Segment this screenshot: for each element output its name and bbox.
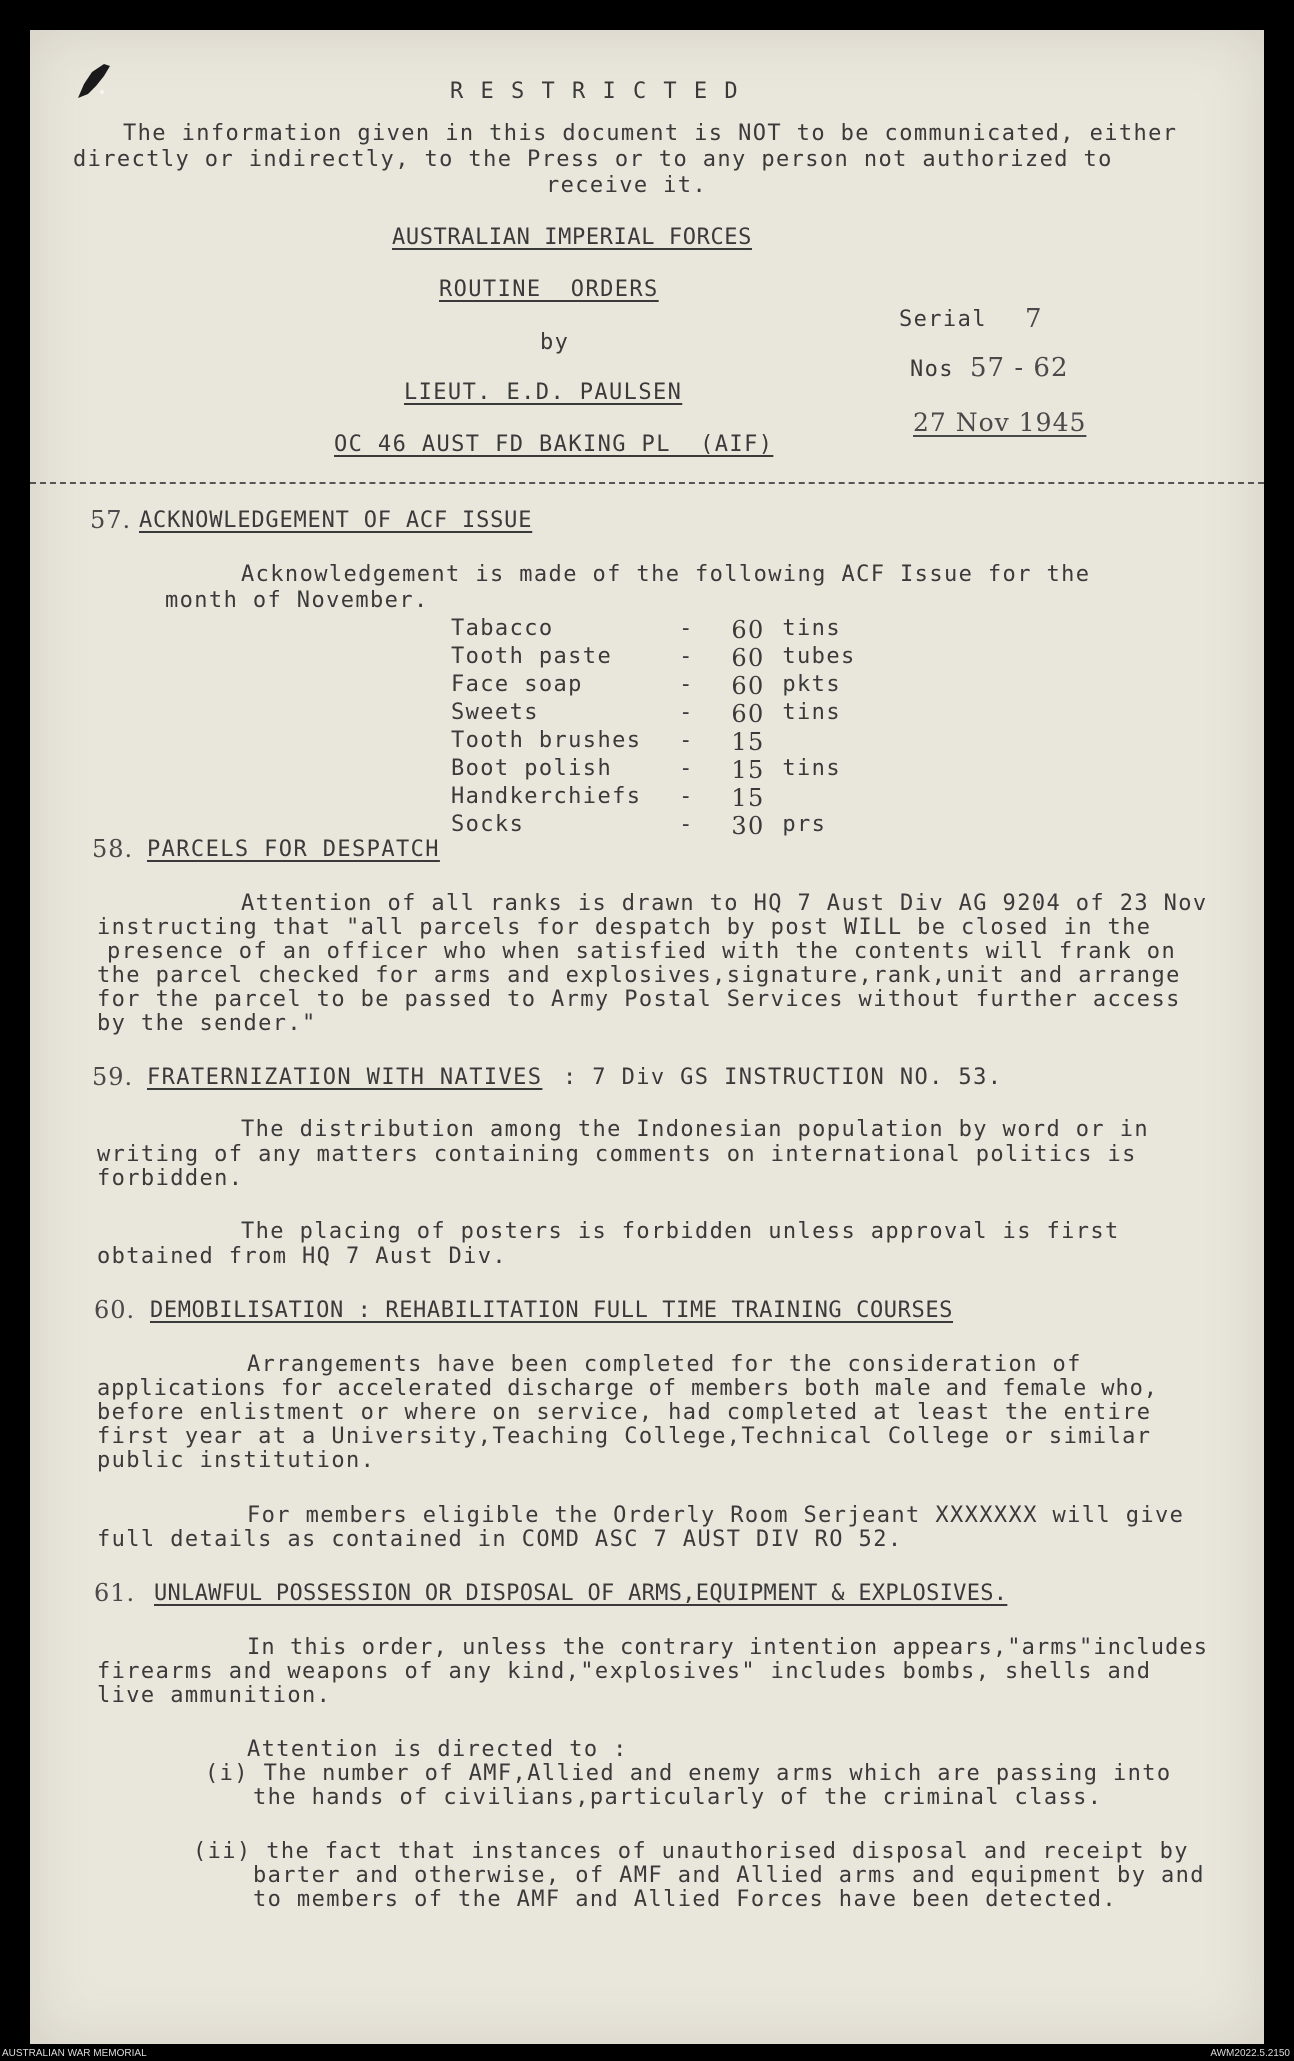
header-divider xyxy=(30,482,1264,484)
notice-line-1: The information given in this document is NOT to be communicated, either xyxy=(123,121,1178,146)
unit-name: OC 46 AUST FD BAKING PL (AIF) xyxy=(334,432,774,457)
s60-para2-line-2: full details as contained in COMD ASC 7 AUST DIV RO 52. xyxy=(97,1527,903,1552)
s61-title: UNLAWFUL POSSESSION OR DISPOSAL OF ARMS,EQUIPMENT & EXPLOSIVES. xyxy=(154,1581,1008,1606)
s58-line-6: by the sender." xyxy=(97,1011,317,1036)
issue-qty: 15 xyxy=(731,756,765,784)
officer-name: LIEUT. E.D. PAULSEN xyxy=(404,380,683,405)
issue-unit: tins xyxy=(782,616,841,641)
issue-unit: pkts xyxy=(782,672,841,697)
nos-label: Nos xyxy=(910,357,954,382)
s58-line-3: presence of an officer who when satisfied with the contents will frank on xyxy=(107,939,1177,964)
s57-title: ACKNOWLEDGEMENT OF ACF ISSUE xyxy=(139,508,533,533)
notice-line-2: directly or indirectly, to the Press or to any person not authorized to xyxy=(73,147,1113,172)
acf-issue-table xyxy=(451,616,872,840)
footer-accession: AWM2022.5.2150 xyxy=(1210,2048,1290,2059)
issue-qty: 60 xyxy=(731,672,765,700)
issue-qty: 60 xyxy=(731,644,765,672)
s58-line-4: the parcel checked for arms and explosives,signature,rank,unit and arrange xyxy=(97,963,1181,988)
s57-number: 57. xyxy=(90,506,132,534)
issue-row xyxy=(451,756,872,784)
by-label: by xyxy=(540,330,570,355)
issue-dash: - xyxy=(679,784,694,809)
issue-qty: 15 xyxy=(731,728,765,756)
s57-intro-line-2: month of November. xyxy=(165,588,429,613)
s61-item-ii-line-3: to members of the AMF and Allied Forces have been detected. xyxy=(253,1887,1118,1912)
s60-para1-line-3: before enlistment or where on service, had completed at least the entire xyxy=(97,1400,1152,1425)
s60-para1-line-2: applications for accelerated discharge of members both male and female who, xyxy=(97,1376,1158,1401)
s58-line-5: for the parcel to be passed to Army Postal Services without further access xyxy=(97,987,1181,1012)
issue-item: Tabacco xyxy=(451,616,554,641)
s59-number: 59. xyxy=(92,1063,134,1091)
document-type: ROUTINE ORDERS xyxy=(439,277,659,302)
s60-para1-line-1: Arrangements have been completed for the consideration of xyxy=(247,1352,1082,1377)
s57-intro-line-1: Acknowledgement is made of the following ACF Issue for the xyxy=(241,562,1091,587)
issue-dash: - xyxy=(679,728,694,753)
issue-item: Tooth brushes xyxy=(451,728,642,753)
s60-number: 60. xyxy=(94,1296,136,1324)
ink-stain xyxy=(74,62,114,100)
s61-para1-line-3: live ammunition. xyxy=(97,1683,332,1708)
s60-para1-line-4: first year at a University,Teaching College,Technical College or similar xyxy=(97,1424,1152,1449)
issue-date: 27 Nov 1945 xyxy=(913,408,1087,437)
issue-unit: tins xyxy=(782,756,841,781)
issue-item: Socks xyxy=(451,812,525,837)
issue-item: Face soap xyxy=(451,672,583,697)
s58-line-1: Attention of all ranks is drawn to HQ 7 Aust Div AG 9204 of 23 Nov xyxy=(241,891,1208,916)
s59-subtitle: : 7 Div GS INSTRUCTION NO. 53. xyxy=(563,1065,1003,1090)
s59-para2-line-2: obtained from HQ 7 Aust Div. xyxy=(97,1244,508,1269)
issue-item: Handkerchiefs xyxy=(451,784,642,809)
issue-dash: - xyxy=(679,700,694,725)
s61-item-ii-line-2: barter and otherwise, of AMF and Allied arms and equipment by and xyxy=(253,1863,1205,1888)
issue-qty: 60 xyxy=(731,616,765,644)
issue-unit: prs xyxy=(782,812,827,837)
document-page xyxy=(30,30,1264,2044)
issue-item: Sweets xyxy=(451,700,539,725)
issue-dash: - xyxy=(679,812,694,837)
issue-qty: 60 xyxy=(731,700,765,728)
s58-title: PARCELS FOR DESPATCH xyxy=(147,837,440,862)
s59-para1-line-1: The distribution among the Indonesian population by word or in xyxy=(241,1117,1149,1142)
s61-item-ii-line-1: (ii) the fact that instances of unauthorised disposal and receipt by xyxy=(193,1839,1189,1864)
restricted-heading: R E S T R I C T E D xyxy=(450,79,740,104)
issue-row xyxy=(451,728,872,756)
s61-item-i-line-1: (i) The number of AMF,Allied and enemy arms which are passing into xyxy=(205,1761,1172,1786)
s60-title: DEMOBILISATION : REHABILITATION FULL TIME TRAINING COURSES xyxy=(150,1298,954,1323)
s61-number: 61. xyxy=(94,1579,136,1607)
order-numbers: 57 - 62 xyxy=(970,353,1069,383)
issue-unit: tubes xyxy=(782,644,856,669)
issue-row xyxy=(451,700,872,728)
s60-para2-line-1: For members eligible the Orderly Room Serjeant XXXXXXX will give xyxy=(247,1503,1185,1528)
issue-unit xyxy=(776,784,872,812)
organisation-title: AUSTRALIAN IMPERIAL FORCES xyxy=(392,225,752,250)
s61-para1-line-2: firearms and weapons of any kind,"explosives" includes bombs, shells and xyxy=(97,1659,1152,1684)
s59-title: FRATERNIZATION WITH NATIVES xyxy=(147,1065,543,1090)
notice-line-3: receive it. xyxy=(546,173,708,198)
issue-dash: - xyxy=(679,616,694,641)
s58-number: 58. xyxy=(92,835,134,863)
issue-row xyxy=(451,812,872,840)
issue-dash: - xyxy=(679,756,694,781)
s59-para1-line-2: writing of any matters containing comments on international politics is xyxy=(97,1142,1137,1167)
issue-unit xyxy=(776,728,872,756)
footer-credit: AUSTRALIAN WAR MEMORIAL xyxy=(2,2048,147,2059)
issue-dash: - xyxy=(679,644,694,669)
issue-row xyxy=(451,616,872,644)
issue-item: Tooth paste xyxy=(451,644,613,669)
issue-dash: - xyxy=(679,672,694,697)
serial-number: 7 xyxy=(1025,304,1043,334)
issue-unit: tins xyxy=(782,700,841,725)
issue-item: Boot polish xyxy=(451,756,613,781)
issue-row xyxy=(451,672,872,700)
s61-item-i-line-2: the hands of civilians,particularly of the criminal class. xyxy=(253,1785,1103,1810)
s59-para1-line-3: forbidden. xyxy=(97,1166,244,1191)
issue-qty: 15 xyxy=(731,784,765,812)
s58-line-2: instructing that "all parcels for despatch by post WILL be closed in the xyxy=(97,915,1152,940)
issue-qty: 30 xyxy=(731,812,765,840)
s60-para1-line-5: public institution. xyxy=(97,1448,376,1473)
s61-directed: Attention is directed to : xyxy=(247,1737,628,1762)
s61-para1-line-1: In this order, unless the contrary intention appears,"arms"includes xyxy=(247,1635,1209,1660)
issue-row xyxy=(451,784,872,812)
s59-para2-line-1: The placing of posters is forbidden unless approval is first xyxy=(241,1219,1120,1244)
serial-label: Serial xyxy=(899,307,987,332)
issue-row xyxy=(451,644,872,672)
